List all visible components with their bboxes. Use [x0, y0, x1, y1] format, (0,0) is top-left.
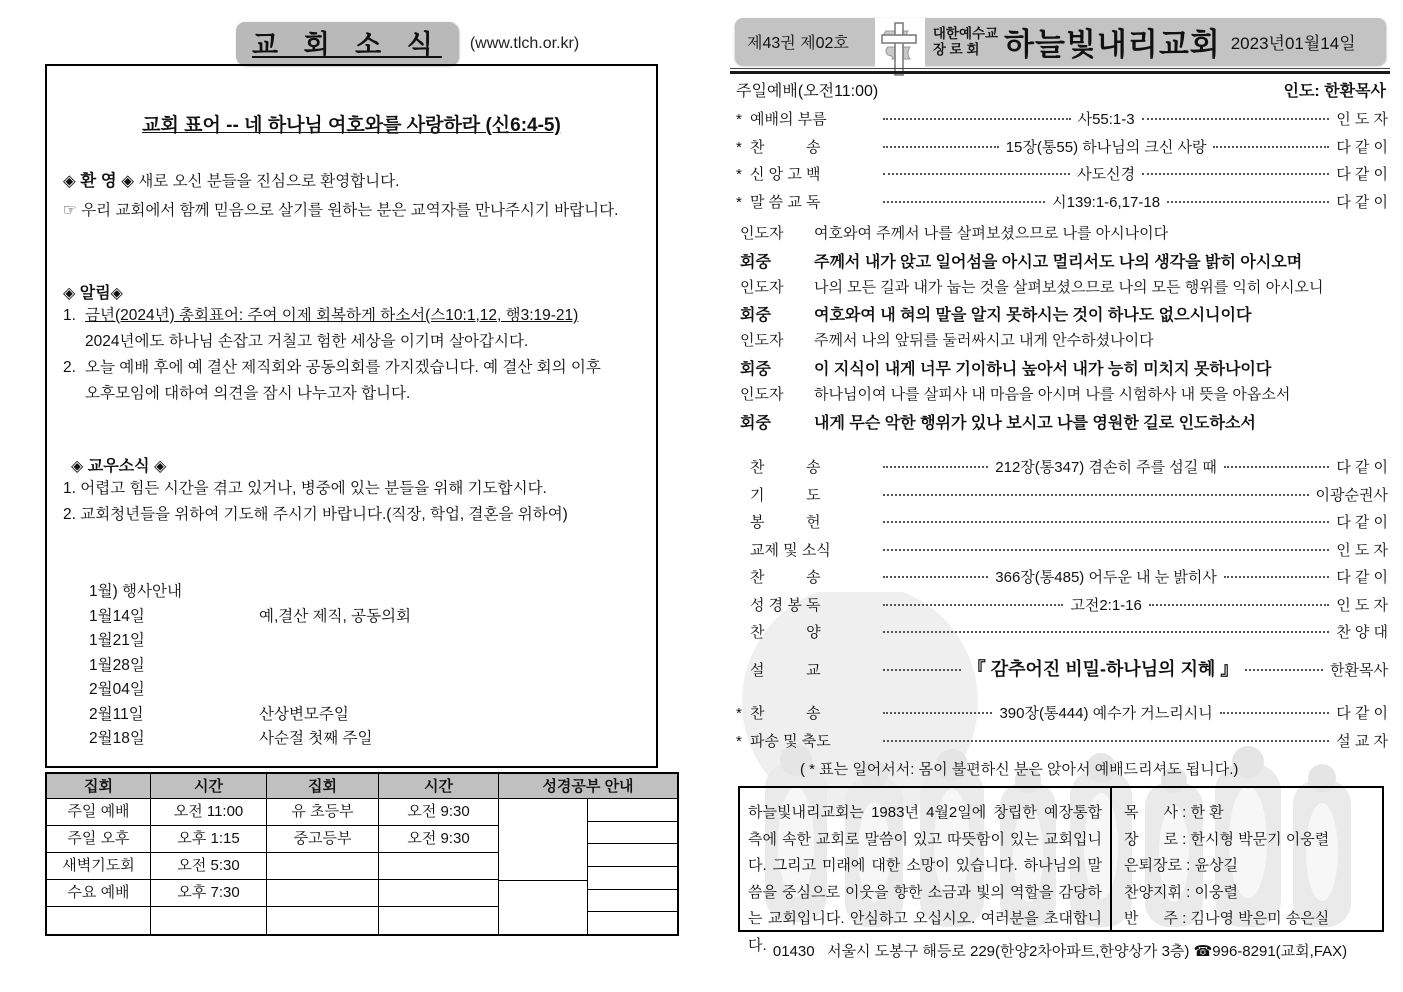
denomination-label	[933, 26, 998, 58]
order-content: 사도신경	[1077, 166, 1136, 183]
reading-speaker: 인도자	[740, 332, 784, 350]
table-cell: 유 초등부	[267, 799, 379, 826]
order-performer: 다 같 이	[1336, 569, 1388, 586]
bible-study-cell	[588, 844, 677, 867]
notice-line	[85, 329, 640, 355]
table-cell: 오전 11:00	[151, 799, 267, 826]
notice-text: 오후모임에 대하여 의견을 잠시 나누고자 합니다.	[85, 385, 411, 402]
denomination-line2: 장 로 회	[932, 41, 980, 57]
table-cell: 주일 오후	[47, 826, 151, 853]
order-content: 시139:1-6,17-18	[1052, 193, 1161, 211]
table-cell	[267, 853, 379, 880]
order-label: 찬 송	[750, 569, 821, 586]
order-label: 찬 양	[750, 624, 821, 641]
schedule-row	[89, 605, 640, 630]
reading-text: 내게 무슨 악한 행위가 있나 보시고 나를 영원한 길로 인도하소서	[814, 414, 1256, 432]
table-cell	[267, 880, 379, 907]
table-cell: 오전 9:30	[379, 799, 499, 826]
order-row	[736, 511, 1388, 539]
service-leader: 인도: 한환목사	[1283, 83, 1386, 100]
table-cell	[47, 907, 151, 934]
bible-study-cell	[499, 799, 587, 881]
issue-date: 2023년01월14일	[1230, 34, 1356, 53]
dotted-leader	[883, 146, 999, 148]
order-label: 신 앙 고 백	[750, 166, 821, 183]
reading-text: 나의 모든 길과 내가 눕는 것을 살펴보셨으므로 나의 모든 행위를 익히 아시오니	[814, 278, 1324, 296]
stand-marker: *	[736, 193, 742, 211]
page-title: 교 회 소 식	[236, 22, 458, 65]
stand-marker: *	[736, 705, 742, 722]
reading-text: 이 지식이 내게 너무 기이하니 높아서 내가 능히 미치지 못하나이다	[814, 360, 1272, 378]
service-times-table	[45, 772, 679, 936]
table-cell	[379, 880, 499, 907]
table-header: 시간	[151, 774, 267, 799]
order-content: 212장(통347) 겸손히 주를 섬길 때	[995, 459, 1217, 476]
standing-note: ( * 표는 일어서서: 몸이 불편하신 분은 앉아서 예배드리셔도 됩니다.)	[800, 761, 1239, 778]
reading-row-leader	[740, 276, 1388, 303]
order-row	[736, 456, 1388, 484]
right-page	[730, 0, 1403, 992]
order-content: 366장(통485) 어두운 내 눈 밝히사	[995, 569, 1217, 586]
order-performer: 다 같 이	[1336, 459, 1388, 476]
reading-text: 주께서 내가 앉고 일어섬을 아시고 멀리서도 나의 생각을 밝히 아시오며	[814, 253, 1303, 271]
schedule-date: 1월14일	[89, 607, 145, 625]
schedule-event: 사순절 첫째 주일	[259, 730, 373, 747]
dotted-leader	[1245, 669, 1323, 671]
table-cell	[267, 907, 379, 934]
order-performer: 이광순권사	[1315, 486, 1388, 504]
order-row	[736, 484, 1388, 512]
notice-line	[63, 355, 640, 381]
worship-order-top	[736, 108, 1388, 218]
welcome-line	[63, 167, 640, 191]
dotted-leader	[883, 173, 1070, 175]
church-website-url: (www.tlch.or.kr)	[469, 34, 580, 52]
worship-order-middle	[736, 456, 1388, 649]
reading-speaker: 인도자	[740, 225, 784, 242]
order-row	[736, 163, 1388, 191]
order-row	[736, 621, 1388, 649]
dotted-leader	[1213, 146, 1329, 148]
dotted-leader	[1149, 604, 1329, 606]
reading-speaker: 인도자	[740, 385, 784, 403]
table-cell: 오후 1:15	[151, 826, 267, 853]
schedule-date: 1월28일	[89, 656, 145, 674]
bible-study-cell	[588, 799, 677, 822]
order-content: 15장(통55) 하나님의 크신 사랑	[1005, 138, 1207, 156]
member-news-line: 1. 어렵고 힘든 시간을 겪고 있거나, 병중에 있는 분들을 위해 기도합시다.	[63, 480, 547, 497]
bible-study-right-column	[588, 799, 677, 934]
bible-study-cell	[499, 881, 587, 934]
table-header: 시간	[379, 774, 499, 799]
table-cell: 주일 예배	[47, 799, 151, 826]
staff-line: 장 로 : 한시형 박문기 이웅렬	[1124, 830, 1330, 848]
order-performer: 설 교 자	[1336, 732, 1388, 750]
bible-study-area	[499, 799, 677, 934]
schedule-event: 예,결산 제직, 공동의회	[259, 607, 411, 625]
welcome-text: 새로 오신 분들을 진심으로 환영합니다.	[134, 173, 400, 190]
church-motto: 교회 표어 -- 네 하나님 여호와를 사랑하라 (신6:4-5)	[142, 115, 561, 136]
reading-speaker: 회중	[740, 307, 771, 325]
dotted-leader	[883, 466, 988, 468]
table-cell: 오전 5:30	[151, 853, 267, 880]
notice-line	[63, 303, 640, 329]
dotted-leader	[883, 549, 1329, 551]
reading-speaker: 인도자	[740, 278, 784, 296]
order-label: 찬 송	[750, 459, 821, 476]
order-row	[736, 702, 1388, 730]
sermon-label: 설 교	[750, 662, 821, 679]
order-performer: 다 같 이	[1336, 705, 1388, 722]
schedule-date: 2월11일	[89, 705, 144, 723]
schedule-row	[89, 678, 640, 703]
table-header-row	[47, 774, 677, 799]
dotted-leader	[883, 604, 1063, 606]
order-row	[736, 108, 1388, 136]
order-content: 사55:1-3	[1077, 111, 1135, 128]
schedule-date: 2월04일	[89, 681, 145, 698]
order-label: 성 경 봉 독	[750, 596, 821, 614]
dotted-leader	[1224, 466, 1329, 468]
order-performer: 인 도 자	[1336, 596, 1389, 614]
dotted-leader	[883, 201, 1045, 203]
notice-text: 금년(2024년) 총회표어: 주여 이제 회복하게 하소서(스10:1,12, 행3:19-21)	[85, 307, 579, 324]
stand-marker: *	[736, 732, 742, 750]
dotted-leader	[1142, 173, 1329, 175]
responsive-reading	[740, 222, 1388, 436]
reading-speaker: 회중	[740, 360, 771, 378]
table-cell: 중고등부	[267, 826, 379, 853]
service-info-row	[736, 78, 1386, 101]
staff-list	[1112, 788, 1382, 930]
table-cell	[379, 907, 499, 934]
welcome-heading: ◈ 환 영 ◈	[63, 172, 135, 190]
notice-text: 2024년에도 하나님 손잡고 거칠고 험한 세상을 이기며 살아갑시다.	[85, 333, 529, 350]
stand-marker: *	[736, 166, 742, 183]
dotted-leader	[883, 494, 1309, 496]
order-row	[736, 594, 1388, 622]
schedule-row	[89, 654, 640, 679]
table-header: 집회	[267, 774, 379, 799]
order-performer: 인 도 자	[1336, 111, 1388, 128]
order-content: 390장(통444) 예수가 거느리시니	[999, 705, 1213, 722]
table-cell: 새벽기도회	[47, 853, 151, 880]
volume-issue: 제43권 제02호	[747, 35, 849, 52]
schedule-row	[89, 703, 640, 728]
order-label: 파송 및 축도	[750, 732, 831, 750]
dotted-leader	[883, 712, 992, 714]
dotted-leader	[883, 669, 961, 671]
worship-order-bottom	[736, 702, 1388, 757]
church-news-box	[45, 64, 658, 768]
schedule-row	[89, 629, 640, 654]
church-name: 하늘빛내리교회	[1004, 27, 1221, 62]
table-body	[47, 799, 677, 934]
notice-marker: 1.	[63, 307, 76, 324]
reading-text: 하나님이여 나를 살피사 내 마음을 아시며 나를 시험하사 내 뜻을 아옵소서	[814, 385, 1291, 403]
notice-heading: ◈ 알림◈	[63, 285, 123, 302]
sermon-title: 『 감추어진 비밀-하나님의 지혜 』	[967, 659, 1239, 679]
staff-line: 목 사 : 한 환	[1124, 804, 1224, 821]
reading-row-congregation	[740, 410, 1388, 437]
order-row	[736, 566, 1388, 594]
order-performer: 다 같 이	[1336, 514, 1388, 531]
member-news-heading: ◈ 교우소식 ◈	[71, 458, 167, 475]
order-row	[736, 539, 1388, 567]
order-label: 기 도	[750, 486, 821, 504]
reading-text: 여호와여 주께서 나를 살펴보셨으므로 나를 아시나이다	[814, 225, 1169, 242]
order-label: 말 씀 교 독	[750, 193, 821, 211]
dotted-leader	[883, 576, 988, 578]
table-header: 성경공부 안내	[499, 774, 677, 799]
table-cell: 수요 예배	[47, 880, 151, 907]
table-cell: 오전 9:30	[379, 826, 499, 853]
table-header: 집회	[47, 774, 151, 799]
schedule-heading: 1월) 행사안내	[89, 583, 182, 600]
member-news-line: 2. 교회청년들을 위하여 기도해 주시기 바랍니다.(직장, 학업, 결혼을 위하여)	[63, 506, 568, 523]
reading-text: 주께서 나의 앞뒤를 둘러싸시고 내게 안수하셨나이다	[814, 332, 1154, 350]
order-label: 찬 송	[750, 138, 821, 156]
denomination-line1: 대한예수교	[932, 25, 999, 41]
reading-speaker: 회중	[740, 253, 771, 271]
staff-line: 찬양지휘 : 이웅렬	[1124, 883, 1238, 901]
table-cell	[379, 853, 499, 880]
reading-row-congregation	[740, 356, 1388, 383]
staff-line: 은퇴장로 : 윤상길	[1124, 857, 1238, 874]
church-address: 01430 서울시 도봉구 해등로 229(한양2차아파트,한양상가 3층) ☎996-8291(교회,FAX)	[772, 943, 1348, 960]
reading-speaker: 회중	[740, 414, 771, 432]
guide-line: ☞ 우리 교회에서 함께 믿음으로 살기를 원하는 분은 교역자를 만나주시기 바랍니다.	[63, 202, 619, 219]
dotted-leader	[1142, 118, 1330, 120]
bible-study-left-column	[499, 799, 588, 934]
bible-study-cell	[588, 890, 677, 913]
stand-marker: *	[736, 111, 742, 128]
schedule-heading-row	[89, 580, 640, 605]
order-row	[736, 730, 1388, 758]
notice-text: 오늘 예배 후에 예 결산 제직회와 공동의회를 가지겠습니다. 예 결산 회의 이후	[85, 359, 601, 376]
schedule-row	[89, 727, 640, 752]
left-page	[0, 0, 700, 992]
order-row	[736, 136, 1388, 164]
order-performer: 다 같 이	[1336, 138, 1389, 156]
table-main-grid	[47, 799, 499, 934]
bible-study-cell	[588, 822, 677, 845]
dotted-leader	[883, 740, 1329, 742]
sermon-preacher: 한환목사	[1330, 662, 1388, 679]
order-performer: 찬 양 대	[1336, 624, 1388, 641]
reading-row-congregation	[740, 249, 1388, 276]
service-name: 주일예배(오전11:00)	[736, 83, 879, 100]
dotted-leader	[1167, 201, 1329, 203]
order-content: 고전2:1-16	[1070, 596, 1142, 614]
order-label: 찬 송	[750, 705, 821, 722]
church-introduction: 하늘빛내리교회는 1983년 4월2일에 창립한 예장통합 측에 속한 교회로 말씀이 있고 따뜻함이 있는 교회입니다. 그리고 미래에 대한 소망이 있습니다. 하나님의 말씀을 중심으로 이웃을 향한 소금과 빛의 역할을 감당하는 교회입니다. 안심하고 오십시오. 여러분을 초대합니다.	[740, 788, 1112, 930]
dotted-leader	[883, 631, 1329, 633]
order-performer: 다 같 이	[1336, 166, 1388, 183]
dotted-leader	[883, 118, 1071, 120]
schedule-date: 2월18일	[89, 730, 145, 747]
order-label: 교제 및 소식	[750, 541, 831, 559]
reading-row-leader	[740, 222, 1388, 249]
reading-row-leader	[740, 383, 1388, 410]
order-label: 봉 헌	[750, 514, 821, 531]
schedule-date: 1월21일	[89, 632, 145, 649]
order-row	[736, 191, 1388, 219]
left-page-header	[236, 22, 579, 65]
staff-line: 반 주 : 김나영 박은미 송은실	[1124, 910, 1330, 927]
bible-study-cell	[588, 867, 677, 890]
masthead-banner	[735, 18, 1386, 65]
bible-study-cell	[588, 912, 677, 934]
order-performer: 다 같 이	[1336, 193, 1388, 211]
dotted-leader	[883, 521, 1329, 523]
reading-row-congregation	[740, 302, 1388, 329]
schedule-event: 산상변모주일	[259, 705, 349, 723]
notice-line	[85, 381, 640, 407]
notice-marker: 2.	[63, 359, 76, 376]
header-divider	[730, 68, 1390, 74]
order-performer: 인 도 자	[1336, 541, 1388, 559]
order-label: 예배의 부름	[750, 111, 827, 128]
reading-text: 여호와여 내 혀의 말을 알지 못하시는 것이 하나도 없으시니이다	[814, 307, 1252, 325]
event-schedule	[89, 580, 640, 752]
dotted-leader	[1220, 712, 1329, 714]
stand-marker: *	[736, 138, 742, 156]
reading-row-leader	[740, 329, 1388, 356]
sermon-row	[736, 655, 1388, 689]
table-cell: 오후 7:30	[151, 880, 267, 907]
dotted-leader	[1224, 576, 1329, 578]
table-cell	[151, 907, 267, 934]
